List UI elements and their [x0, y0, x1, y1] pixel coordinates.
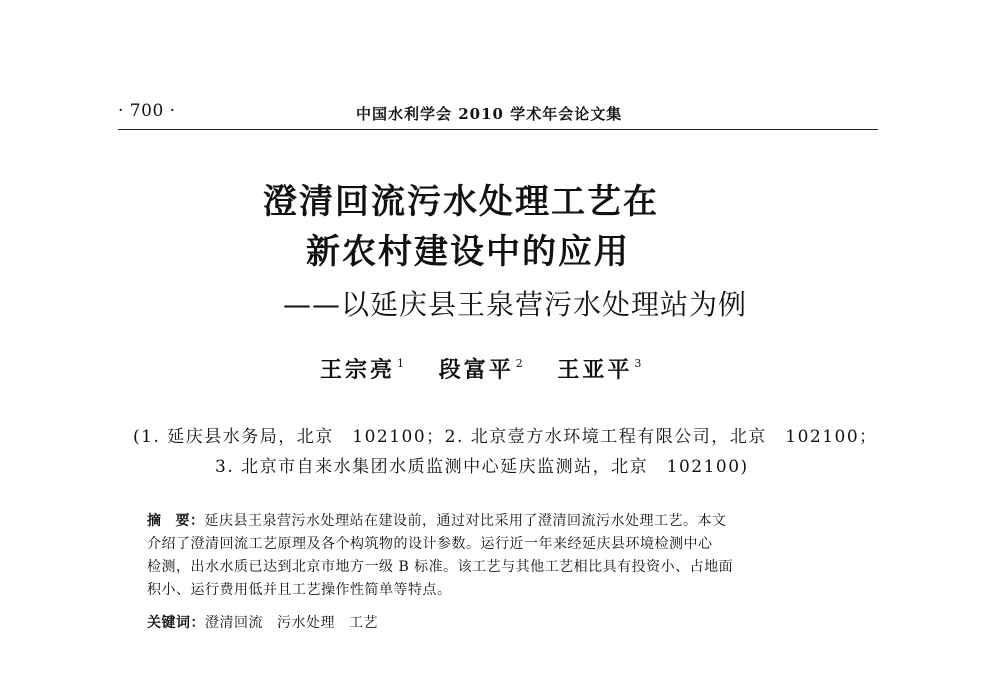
- title-line-1: 澄清回流污水处理工艺在: [263, 182, 659, 222]
- abstract: [147, 510, 867, 602]
- keywords: [147, 612, 392, 632]
- author: [439, 353, 523, 384]
- affiliation-line-2: 3. 北京市自来水集团水质监测中心延庆监测站，北京 102100): [215, 457, 749, 477]
- running-header: [118, 95, 878, 131]
- keywords-label: 关键词：: [147, 615, 205, 631]
- keyword: 澄清回流: [205, 615, 263, 631]
- abstract-line: 积小、运行费用低并且工艺操作性简单等特点。: [147, 582, 452, 598]
- author: [557, 353, 641, 384]
- abstract-label: 摘 要：: [147, 513, 205, 529]
- abstract-line: 介绍了澄清回流工艺原理及各个构筑物的设计参数。运行近一年来经延庆县环境检测中心: [147, 536, 713, 552]
- keyword: 污水处理: [277, 615, 335, 631]
- header-rule: [118, 129, 878, 130]
- author-affiliation-mark: 1: [397, 357, 405, 370]
- abstract-line: 检测，出水水质已达到北京市地方一级 B 标准。该工艺与其他工艺相比具有投资小、占地面: [147, 559, 734, 575]
- page-number: · 700 ·: [118, 101, 176, 121]
- author-name: 王宗亮: [320, 357, 396, 383]
- author-name: 王亚平: [557, 357, 633, 383]
- subtitle: ——以延庆县王泉营污水处理站为例: [283, 288, 748, 321]
- author-name: 段富平: [438, 357, 514, 383]
- affiliation-line-1: (1. 延庆县水务局，北京 102100；2. 北京壹方水环境工程有限公司，北京 102100；: [133, 427, 878, 447]
- abstract-line: 摘 要：延庆县王泉营污水处理站在建设前，通过对比采用了澄清回流污水处理工艺。本文: [147, 513, 727, 529]
- journal-name: 中国水利学会 2010 学术年会论文集: [356, 105, 623, 123]
- title-line-2: 新农村建设中的应用: [306, 232, 630, 272]
- author-affiliation-mark: 2: [515, 357, 523, 370]
- author-affiliation-mark: 3: [634, 357, 642, 370]
- keyword: 工艺: [349, 615, 378, 631]
- author-list: [320, 353, 665, 384]
- author: [320, 353, 404, 384]
